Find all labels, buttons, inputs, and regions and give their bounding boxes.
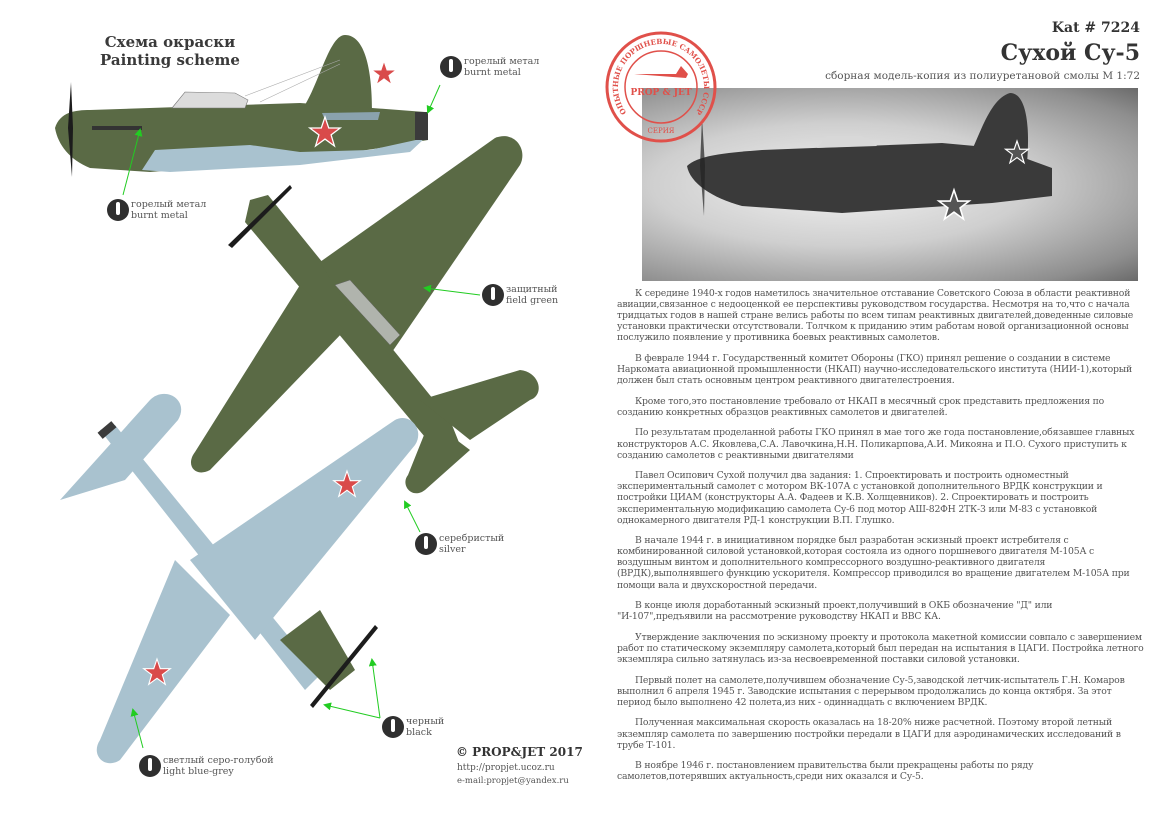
bottom-nose xyxy=(280,610,355,690)
model-title: Сухой Су-5 xyxy=(1000,40,1140,66)
paint-swatch-icon xyxy=(415,533,437,555)
catalog-number: Kat # 7224 xyxy=(1051,20,1140,36)
callout-ru: серебристый xyxy=(439,533,505,544)
callout-ru: светлый серо-голубой xyxy=(163,755,274,766)
website-link[interactable]: http://propjet.ucoz.ru xyxy=(457,763,555,773)
stamp-plane-icon xyxy=(634,66,688,78)
article-paragraph: Первый полет на самолете,получившем обозначение Су-5,заводской летчик-испытатель Г.Н. Комаров выполнил 6 апреля 1945 г. Заводские испытания с перерывом продолжались до конца октября. За этот период было выполнено 42 полета,из них - одиннадцать с включением ВРДК. xyxy=(617,674,1125,708)
callout-en: field green xyxy=(506,295,559,306)
callout-burnt-metal-tail xyxy=(440,56,539,78)
top-wing-left xyxy=(191,285,345,472)
article-paragraph: Кроме того,это постановление требовало от НКАП в месячный срок представить предложения по созданию конкретных образцов реактивных самолетов и двигателей. xyxy=(617,395,1105,418)
stamp-outer-ring xyxy=(607,33,715,141)
arrow-icon xyxy=(405,502,420,532)
paint-swatch-icon xyxy=(139,755,161,777)
side-stabilizer xyxy=(322,112,380,120)
stamp-inner-ring xyxy=(625,51,697,123)
side-tail-cone xyxy=(415,112,428,140)
model-subtitle: сборная модель-копия из полиуретановой смолы М 1:72 xyxy=(825,70,1140,82)
callout-label xyxy=(506,284,558,306)
copyright: © PROP&JET 2017 xyxy=(456,745,583,759)
callout-en: light blue-grey xyxy=(163,766,234,777)
callout-en: burnt metal xyxy=(464,67,521,78)
callout-label xyxy=(163,755,274,777)
article-paragraph: В ноябре 1946 г. постановлением правительства были прекращены работы по ряду самолетов,потерявших актуальность,среди них оказался и Су-5. xyxy=(617,760,1034,783)
callout-en: burnt metal xyxy=(131,210,188,221)
paint-swatch-icon xyxy=(440,56,462,78)
side-canopy xyxy=(172,92,248,108)
photo-canopy xyxy=(817,136,877,148)
prop-jet-stamp xyxy=(604,30,718,144)
article-paragraph: Утверждение заключения по эскизному проекту и протокола макетной комиссии совпало с завершением работ по статическому экземпляру самолета,который был передан на испытания в ЦАГИ. Постройка летного экземпляра сильно затянулась из-за несвоевременной поставки силовой установки. xyxy=(617,631,1144,666)
stamp-series: СЕРИЯ xyxy=(647,127,675,135)
article-paragraph: В начале 1944 г. в инициативном порядке был разработан эскизный проект истребителя с комбинированной силовой установкой,которая состояла из одного поршневого двигателя М-105А с воздушным винтом и дополнительного компрессорного воздушно-реактивного двигателя (ВРДК),выполнявшего функцию ускорителя. Компрессор приводился во вращение двигателем М-105А при помощи вала и двухскоростной передачи. xyxy=(617,535,1130,591)
callout-label xyxy=(464,56,539,78)
article-paragraph: Павел Осипович Сухой получил два задания: 1. Спроектировать и построить одноместный экспериментальный самолет с мотором ВК-107А с установкой дополнительного ВРДК конструкции и постройки ЦИАМ (конструкторы А.А. Фадеев и К.В. Холщевников). 2. Спроектировать и построить экспериментальную модификацию самолета Су-6 под мотор АШ-82ФН 2ТК-3 или М-83 с установкой однокамерного двигателя РД-1 конструкции В.П. Глушко. xyxy=(617,470,1103,526)
paint-swatch-icon xyxy=(482,284,504,306)
callout-burnt-metal-exhaust xyxy=(107,199,206,221)
article-paragraph: В конце июля доработанный эскизный проект,получивший в ОКБ обозначение "Д" или "И-107",предъявили на рассмотрение руководству НКАП и ВВС КА. xyxy=(617,600,1053,623)
email-link[interactable]: e-mail:propjet@yandex.ru xyxy=(457,776,569,786)
scheme-title-ru: Схема окраски xyxy=(104,33,236,51)
article-paragraph: В феврале 1944 г. Государственный комитет Обороны (ГКО) принял решение о создании в системе Наркомата авиационной промышленности (НКАП) научно-исследовательского института (НИИ-1),который должен был стать основным центром реактивного двигателестроения. xyxy=(617,352,1132,387)
bottom-view-aircraft xyxy=(60,394,418,763)
side-view-aircraft xyxy=(55,35,428,177)
callout-en: black xyxy=(406,727,432,738)
callout-label xyxy=(406,716,444,738)
red-star-icon xyxy=(372,61,397,85)
article-paragraph: К середине 1940-х годов наметилось значительное отставание Советского Союза в области реактивной авиации,связанное с недооценкой ее перспективы руководством государства. Несмотря на то,что с начала тридцатых годов в нашей стране велись работы по всем типам реактивных двигателей,доведенные силовые установки практически отсутствовали. Толчком к приданию этим работам новой организационной основы послужило появление у противника боевых реактивных самолетов. xyxy=(617,288,1134,344)
callout-ru: защитный xyxy=(506,284,558,295)
stamp-ring-text: ОПЫТНЫЕ ПОРШНЕВЫЕ САМОЛЕТЫ СССР xyxy=(610,36,712,117)
article-paragraph: Полученная максимальная скорость оказалась на 18-20% ниже расчетной. Поэтому второй летный экземпляр самолета по завершению постройки передали в ЦАГИ для аэродинамических исследований в трубе Т-101. xyxy=(617,717,1121,751)
exhaust-stubs xyxy=(92,126,142,130)
callout-label xyxy=(439,533,504,555)
callout-label xyxy=(131,199,206,221)
article-paragraph: По результатам проделанной работы ГКО принял в мае того же года постановление,обязавшее главных конструкторов А.С. Яковлева,С.А. Лавочкина,Н.Н. Поликарпова,А.И. Микояна и П.О. Сухого приступить к созданию самолетов с реактивными двигателями xyxy=(617,427,1135,461)
callout-light-blue-grey xyxy=(139,755,274,777)
callout-ru: горелый метал xyxy=(131,199,207,210)
callout-silver xyxy=(415,533,504,555)
side-propeller xyxy=(68,82,73,177)
arrow-icon xyxy=(372,660,380,718)
bottom-wing-left xyxy=(97,560,230,763)
callout-ru: горелый метал xyxy=(464,56,540,67)
callout-en: silver xyxy=(439,544,466,555)
paint-swatch-icon xyxy=(382,716,404,738)
stamp-brand: PROP & JET xyxy=(630,88,692,98)
arrow-icon xyxy=(325,705,380,718)
arrow-icon xyxy=(428,85,440,112)
callout-field-green xyxy=(482,284,558,306)
callout-black xyxy=(382,716,444,738)
paint-swatch-icon xyxy=(107,199,129,221)
article-text xyxy=(617,288,1145,792)
top-view-aircraft xyxy=(191,136,539,493)
side-tail-fin xyxy=(305,35,372,110)
callout-ru: черный xyxy=(406,716,445,727)
scheme-title-en: Painting scheme xyxy=(100,51,240,69)
